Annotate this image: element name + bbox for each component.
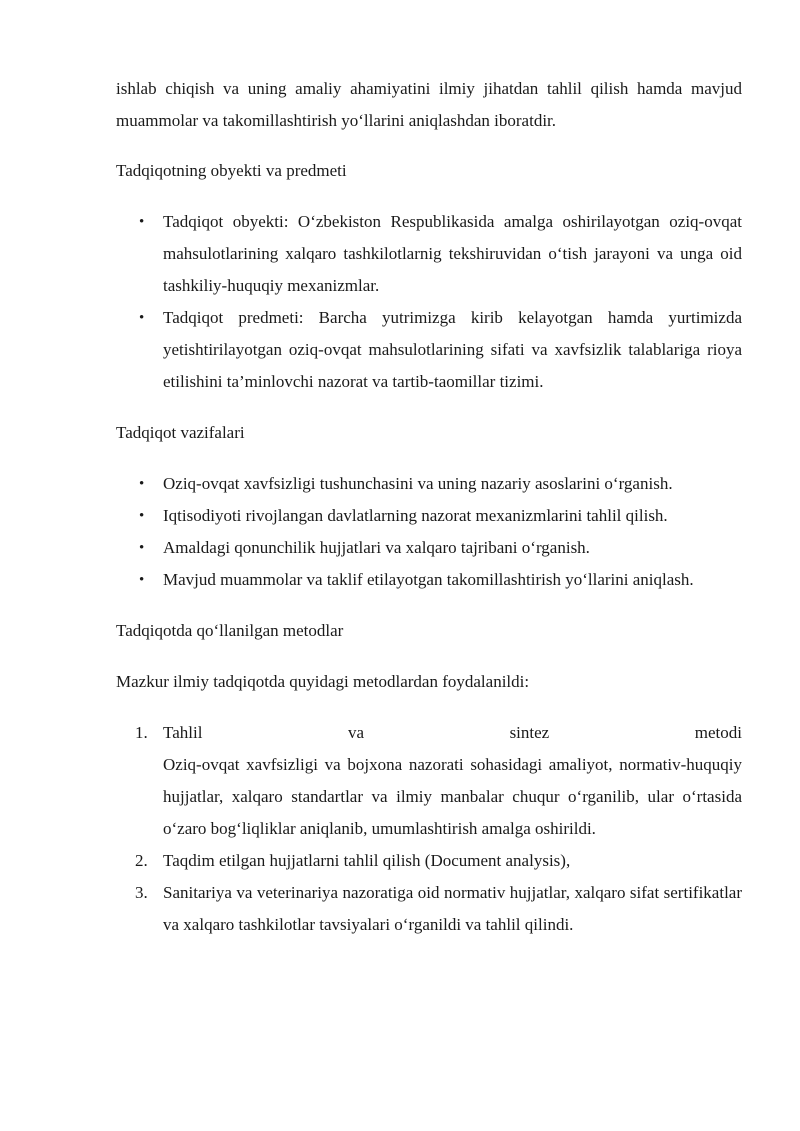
list-item-text: Tadqiqot predmeti: Barcha yutrimizga kirib kelayotgan hamda yurtimizda yetishtirilayotgan oziq-ovqat mahsulotlarining sifati va xavfsizlik talablariga rioya etilishini ta’minlovchi nazorat va tartib-taomillar tizimi. — [163, 308, 742, 391]
method-title — [163, 717, 742, 749]
list-item-text: Iqtisodiyoti rivojlangan davlatlarning nazorat mexanizmlarini tahlil qilish. — [163, 506, 668, 525]
bullet-icon: • — [139, 508, 145, 524]
list-item — [116, 717, 742, 845]
list-item-text: Tadqiqot obyekti: O‘zbekiston Respublikasida amalga oshirilayotgan oziq-ovqat mahsulotlarining xalqaro tashkilotlarnig tekshiruvidan o‘tish jarayoni va unga oid tashkiliy-huquqiy mexanizmlar. — [163, 212, 742, 295]
document-page — [116, 73, 742, 941]
object-section-heading: Tadqiqotning obyekti va predmeti — [116, 161, 347, 180]
bullet-icon: • — [139, 476, 145, 492]
methods-intro: Mazkur ilmiy tadqiqotda quyidagi metodlardan foydalanildi: — [116, 672, 530, 691]
list-item-text: Sanitariya va veterinariya nazoratiga oid normativ hujjatlar, xalqaro sifat sertifikatlar va xalqaro tashkilotlar tavsiyalari o‘rganildi va tahlil qilindi. — [163, 883, 742, 934]
method-title-word: metodi — [694, 723, 742, 742]
list-number: 2. — [135, 851, 148, 870]
method-title-word: va — [347, 723, 365, 742]
tasks-section-heading: Tadqiqot vazifalari — [116, 423, 245, 442]
list-item — [116, 206, 742, 302]
list-item — [116, 845, 742, 877]
list-item — [116, 532, 742, 564]
list-number: 3. — [135, 883, 148, 902]
list-item-text: Mavjud muammolar va taklif etilayotgan takomillashtirish yo‘llarini aniqlash. — [163, 570, 694, 589]
list-item — [116, 564, 742, 596]
list-number: 1. — [135, 723, 148, 742]
list-item-text: Taqdim etilgan hujjatlarni tahlil qilish (Document analysis), — [163, 851, 571, 870]
methods-section-heading: Tadqiqotda qo‘llanilgan metodlar — [116, 621, 344, 640]
list-item — [116, 877, 742, 941]
list-item-text: Amaldagi qonunchilik hujjatlari va xalqaro tajribani o‘rganish. — [163, 538, 590, 557]
intro-paragraph: ishlab chiqish va uning amaliy ahamiyatini ilmiy jihatdan tahlil qilish hamda mavjud muammolar va takomillashtirish yo‘llarini aniqlashdan iboratdir. — [116, 79, 742, 130]
list-item — [116, 500, 742, 532]
bullet-icon: • — [139, 214, 145, 230]
list-item — [116, 468, 742, 500]
bullet-icon: • — [139, 572, 145, 588]
bullet-icon: • — [139, 540, 145, 556]
tasks-list — [116, 468, 742, 596]
list-item — [116, 302, 742, 398]
method-title-word: Tahlil — [163, 723, 203, 742]
method-title-word: sintez — [509, 723, 550, 742]
bullet-icon: • — [139, 310, 145, 326]
methods-list — [116, 717, 742, 941]
object-list — [116, 206, 742, 398]
list-item-text: Oziq-ovqat xavfsizligi tushunchasini va uning nazariy asoslarini o‘rganish. — [163, 474, 673, 493]
method-description: Oziq-ovqat xavfsizligi va bojxona nazorati sohasidagi amaliyot, normativ-huquqiy hujjatlar, xalqaro standartlar va ilmiy manbalar chuqur o‘rganilib, ular o‘rtasida o‘zaro bog‘liqliklar aniqlanib, umumlashtirish amalga oshirildi. — [163, 755, 742, 838]
